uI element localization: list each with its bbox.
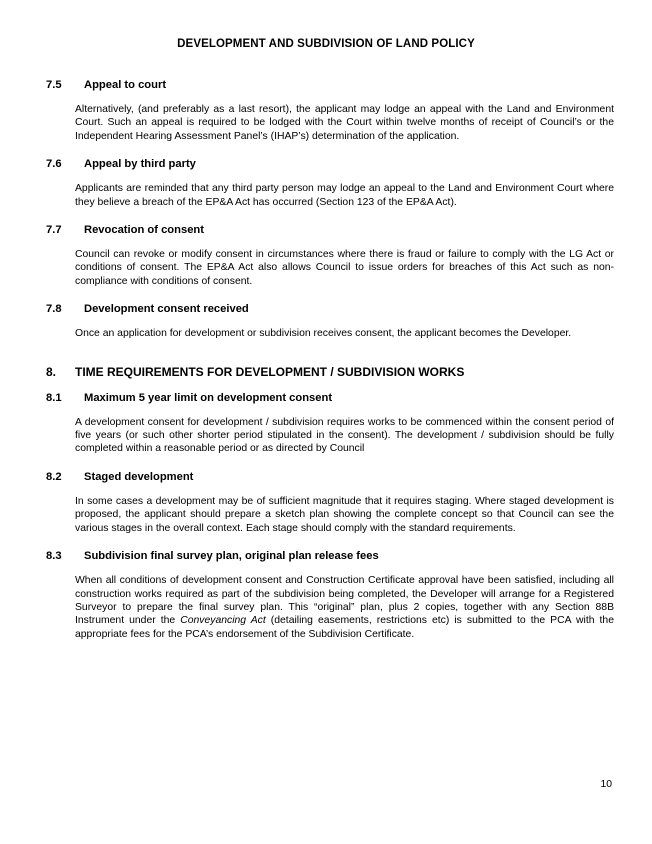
section-title: Staged development: [84, 470, 194, 483]
document-title: DEVELOPMENT AND SUBDIVISION OF LAND POLICY: [177, 38, 475, 50]
section-8-heading: [46, 365, 614, 380]
body-text: When all conditions of development consent and Construction Certificate approval have been satisfied, including all construction works required as part of the subdivision being completed, the Developer will arrange for a Registered Surveyor to prepare the final survey plan. This “original” plan, plus 2 copies, together with any Section 88B Instrument under the: [75, 575, 614, 627]
section-number: 7.5: [46, 79, 62, 91]
section-7-8-heading: [46, 302, 614, 316]
section-title: Revocation of consent: [84, 224, 204, 237]
act-name: Conveyancing Act: [180, 615, 266, 627]
section-spacer: [46, 355, 614, 365]
section-title: Appeal by third party: [84, 158, 196, 171]
section-8-1-heading: [46, 391, 614, 405]
section-number: 7.6: [46, 158, 62, 171]
section-8-3-body: [75, 574, 614, 641]
section-8-3-heading: [46, 549, 614, 563]
section-7-6-heading: [46, 157, 614, 171]
section-title: Subdivision final survey plan, original plan release fees: [84, 550, 379, 563]
section-7-6-body: Applicants are reminded that any third party person may lodge an appeal to the Land and Environment Court where they believe a breach of the EP&A Act has occurred (Section 123 of the EP&A Act).: [75, 183, 614, 208]
section-title: Development consent received: [84, 303, 249, 316]
section-7-8-body: Once an application for development or subdivision receives consent, the applicant becomes the Developer.: [75, 328, 572, 340]
document-body: [46, 78, 614, 655]
section-number: 8.1: [46, 391, 62, 404]
body-text: (detailing easements, restrictions etc) is submitted to the PCA with the appropriate fees for the PCA’s endorsement of the Subdivision Certificate.: [75, 615, 614, 640]
section-number: 8.2: [46, 470, 62, 483]
section-7-5-body: Alternatively, (and preferably as a last resort), the applicant may lodge an appeal with the Land and Environment Court. Such an appeal is required to be lodged with the Court within twelve months of receipt of Council’s or the Independent Hearing Assessment Panel’s (IHAP’s) determination of the application.: [75, 104, 614, 142]
section-8-1-body: A development consent for development / subdivision requires works to be commenced within the consent period of five years (or such other shorter period stipulated in the consent). The development / subdivision should be fully completed within a reasonable period or as directed by Council: [75, 416, 614, 455]
section-number: 8.3: [46, 550, 62, 563]
page-number: 10: [600, 779, 612, 790]
section-7-5-heading: [46, 78, 614, 92]
section-title: TIME REQUIREMENTS FOR DEVELOPMENT / SUBDIVISION WORKS: [75, 364, 465, 379]
section-8-2-body: In some cases a development may be of sufficient magnitude that it requires staging. Where staged development is proposed, the applicant should prepare a sketch plan showing the complete concept so that Council can see the various stages in the overall context. Each stage should comply with the standard requirements.: [75, 495, 614, 534]
section-number: 7.8: [46, 303, 62, 316]
section-8-2-heading: [46, 470, 614, 484]
section-number: 8.: [46, 364, 57, 379]
section-title: Maximum 5 year limit on development consent: [84, 391, 333, 404]
section-title: Appeal to court: [84, 79, 167, 91]
section-7-7-heading: [46, 223, 614, 237]
section-7-7-body: Council can revoke or modify consent in circumstances where there is fraud or failure to comply with the LG Act or conditions of consent. The EP&A Act also allows Council to issue orders for breaches of this Act such as non-compliance with conditions of consent.: [75, 249, 614, 287]
section-number: 7.7: [46, 224, 62, 237]
